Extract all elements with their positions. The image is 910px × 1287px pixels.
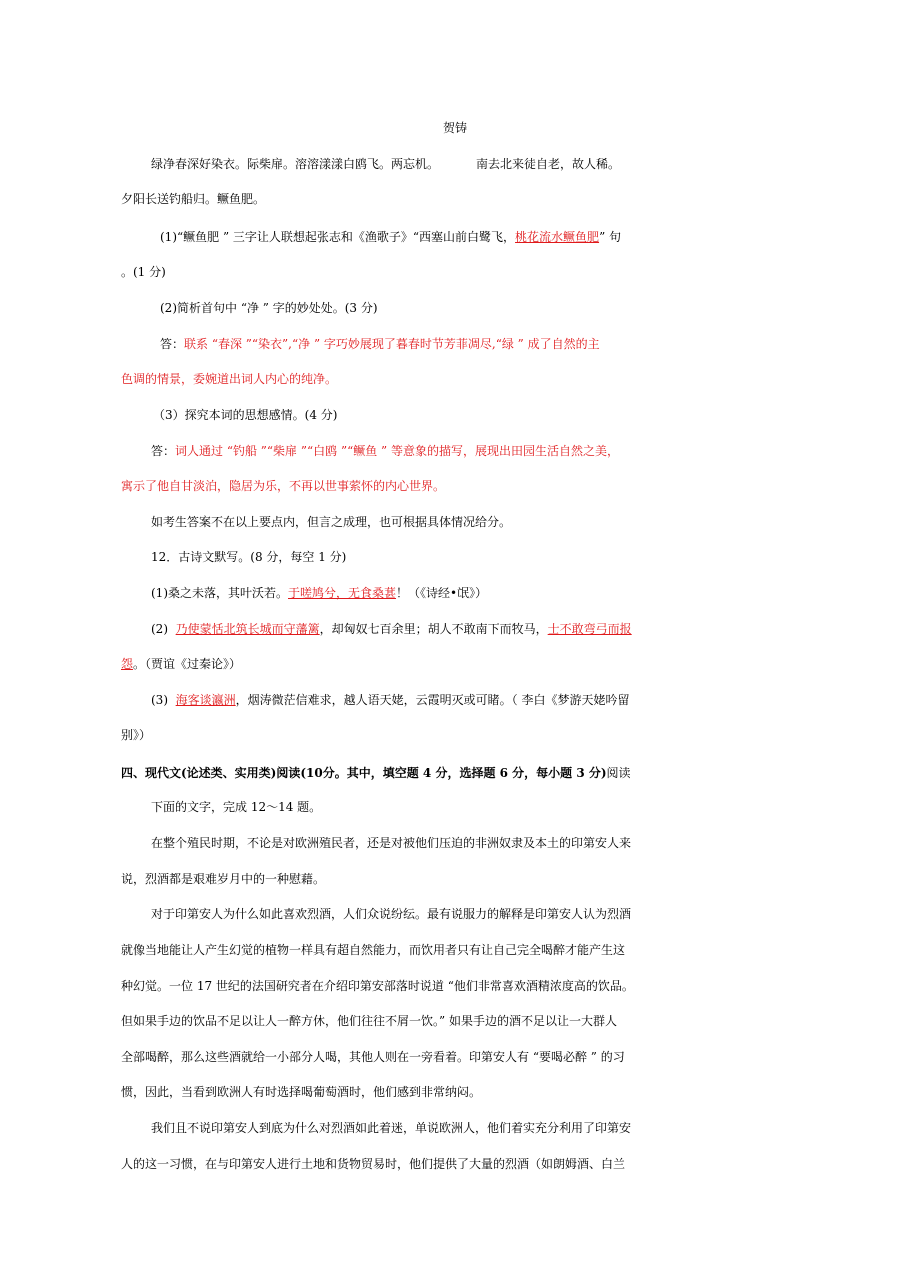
section-4-instruction: 下面的文字，完成 12～14 题。 [151, 800, 322, 814]
answer-2-line-1 [160, 333, 910, 355]
question-12-title: 12．古诗文默写。(8 分，每空 1 分) [151, 550, 347, 564]
passage-line: 对于印第安人为什么如此喜欢烈酒，人们众说纷纭。最有说服力的解释是印第安人认为烈酒 [151, 907, 632, 921]
fill-2 [151, 618, 910, 640]
section-4-title [121, 762, 910, 784]
fill-3 [151, 689, 910, 711]
question-3: （3）探究本词的思想感情。(4 分) [153, 408, 338, 422]
passage-line: 种幻觉。一位 17 世纪的法国研究者在介绍印第安部落时说道 “他们非常喜欢酒精浓度高的饮品。 [121, 979, 634, 993]
fill-1 [151, 582, 910, 604]
answer-3-prefix: 答： [151, 444, 176, 458]
passage-line: 就像当地能让人产生幻觉的植物一样具有超自然能力，而饮用者只有让自己完全喝醉才能产生这 [121, 943, 626, 957]
fill-1-text: (1)桑之未落，其叶沃若。 [151, 586, 288, 600]
fill-2-answer-1: 乃使蒙恬北筑长城而守藩篱 [175, 622, 320, 636]
fill-3-text: ，烟涛微茫信难求，越人语天姥，云霞明灭或可睹。（ 李白《梦游天姥吟留 [235, 693, 630, 707]
passage-line: 但如果手边的饮品不足以让人一醉方休，他们往往不屑一饮。” 如果手边的酒不足以让一大群人 [121, 1014, 617, 1028]
answer-3-line-1 [151, 440, 910, 462]
poem-line-1a: 绿净春深好染衣。际柴扉。溶溶漾漾白鸥飞。两忘机。 [151, 157, 440, 171]
poem-line-2: 夕阳长送钓船归。鳜鱼肥。 [121, 192, 266, 206]
fill-2-text: ，却匈奴七百余里；胡人不敢南下而牧马， [319, 622, 548, 636]
answer-2-line-2: 色调的情景，委婉道出词人内心的纯净。 [121, 372, 338, 386]
answer-2-prefix: 答： [160, 337, 185, 351]
answer-2-text: 联系 “春深 ”“染衣”,“净 ” 字巧妙展现了暮春时节芳菲凋尽,“绿 ” 成了自然的主 [184, 337, 600, 351]
poem-line-1 [151, 153, 910, 175]
passage-line: 惯，因此，当看到欧洲人有时选择喝葡萄酒时，他们感到非常纳闷。 [121, 1085, 482, 1099]
question-1-cont: 。(1 分) [121, 265, 166, 279]
section-4-heading-tail: 阅读 [606, 766, 631, 780]
passage-line: 全部喝醉，那么这些酒就给一小部分人喝，其他人则在一旁看着。印第安人有 “要喝必醉 ” 的习 [121, 1050, 625, 1064]
fill-2-tail: 。（贾谊《过秦论》） [133, 657, 242, 671]
answer-3-text: 词人通过 “钓船 ”“柴扉 ”“白鸥 ”“鳜鱼 ” 等意象的描写，展现出田园生活自然之美， [175, 444, 619, 458]
answer-3-line-2: 寓示了他自甘淡泊，隐居为乐，不再以世事萦怀的内心世界。 [121, 479, 446, 493]
fill-2-answer-2: 士不敢弯弓而报 [547, 622, 632, 636]
fill-1-answer: 于嗟鸠兮，无食桑葚 [288, 586, 397, 600]
question-1-answer: 桃花流水鳜鱼肥 [515, 230, 600, 244]
question-1-text: (1)“鳜鱼肥 ” 三字让人联想起张志和《渔歌子》“西塞山前白鹭飞， [160, 230, 516, 244]
passage-line: 人的这一习惯，在与印第安人进行土地和货物贸易时，他们提供了大量的烈酒（如朗姆酒、白兰 [121, 1157, 626, 1171]
passage-line: 我们且不说印第安人到底为什么对烈酒如此着迷，单说欧洲人，他们着实充分利用了印第安 [151, 1121, 632, 1135]
fill-2-answer-2-end: 怨 [121, 657, 134, 671]
grading-note: 如考生答案不在以上要点内，但言之成理，也可根据具体情况给分。 [151, 515, 512, 529]
question-1 [160, 226, 910, 248]
section-4-heading: 四、现代文(论述类、实用类)阅读(10分。其中，填空题 4 分，选择题 6 分，每小题 3 分) [121, 766, 607, 780]
question-2: (2)简析首句中 “净 ” 字的妙处处。(3 分) [160, 301, 378, 315]
fill-2-cont [121, 653, 910, 675]
fill-3-answer: 海客谈瀛洲 [175, 693, 236, 707]
passage-line: 在整个殖民时期，不论是对欧洲殖民者，还是对被他们压迫的非洲奴隶及本土的印第安人来 [151, 836, 632, 850]
question-1-tail: ” 句 [599, 230, 622, 244]
poem-author: 贺铸 [442, 121, 467, 135]
fill-1-tail: ！（《诗经•氓》） [396, 586, 488, 600]
fill-3-num: (3) [151, 693, 168, 707]
fill-3-cont: 别》） [121, 728, 152, 742]
poem-line-1b: 南去北来徒自老，故人稀。 [476, 157, 621, 171]
passage-line: 说，烈酒都是艰难岁月中的一种慰藉。 [121, 872, 326, 886]
fill-2-num: (2) [151, 622, 168, 636]
